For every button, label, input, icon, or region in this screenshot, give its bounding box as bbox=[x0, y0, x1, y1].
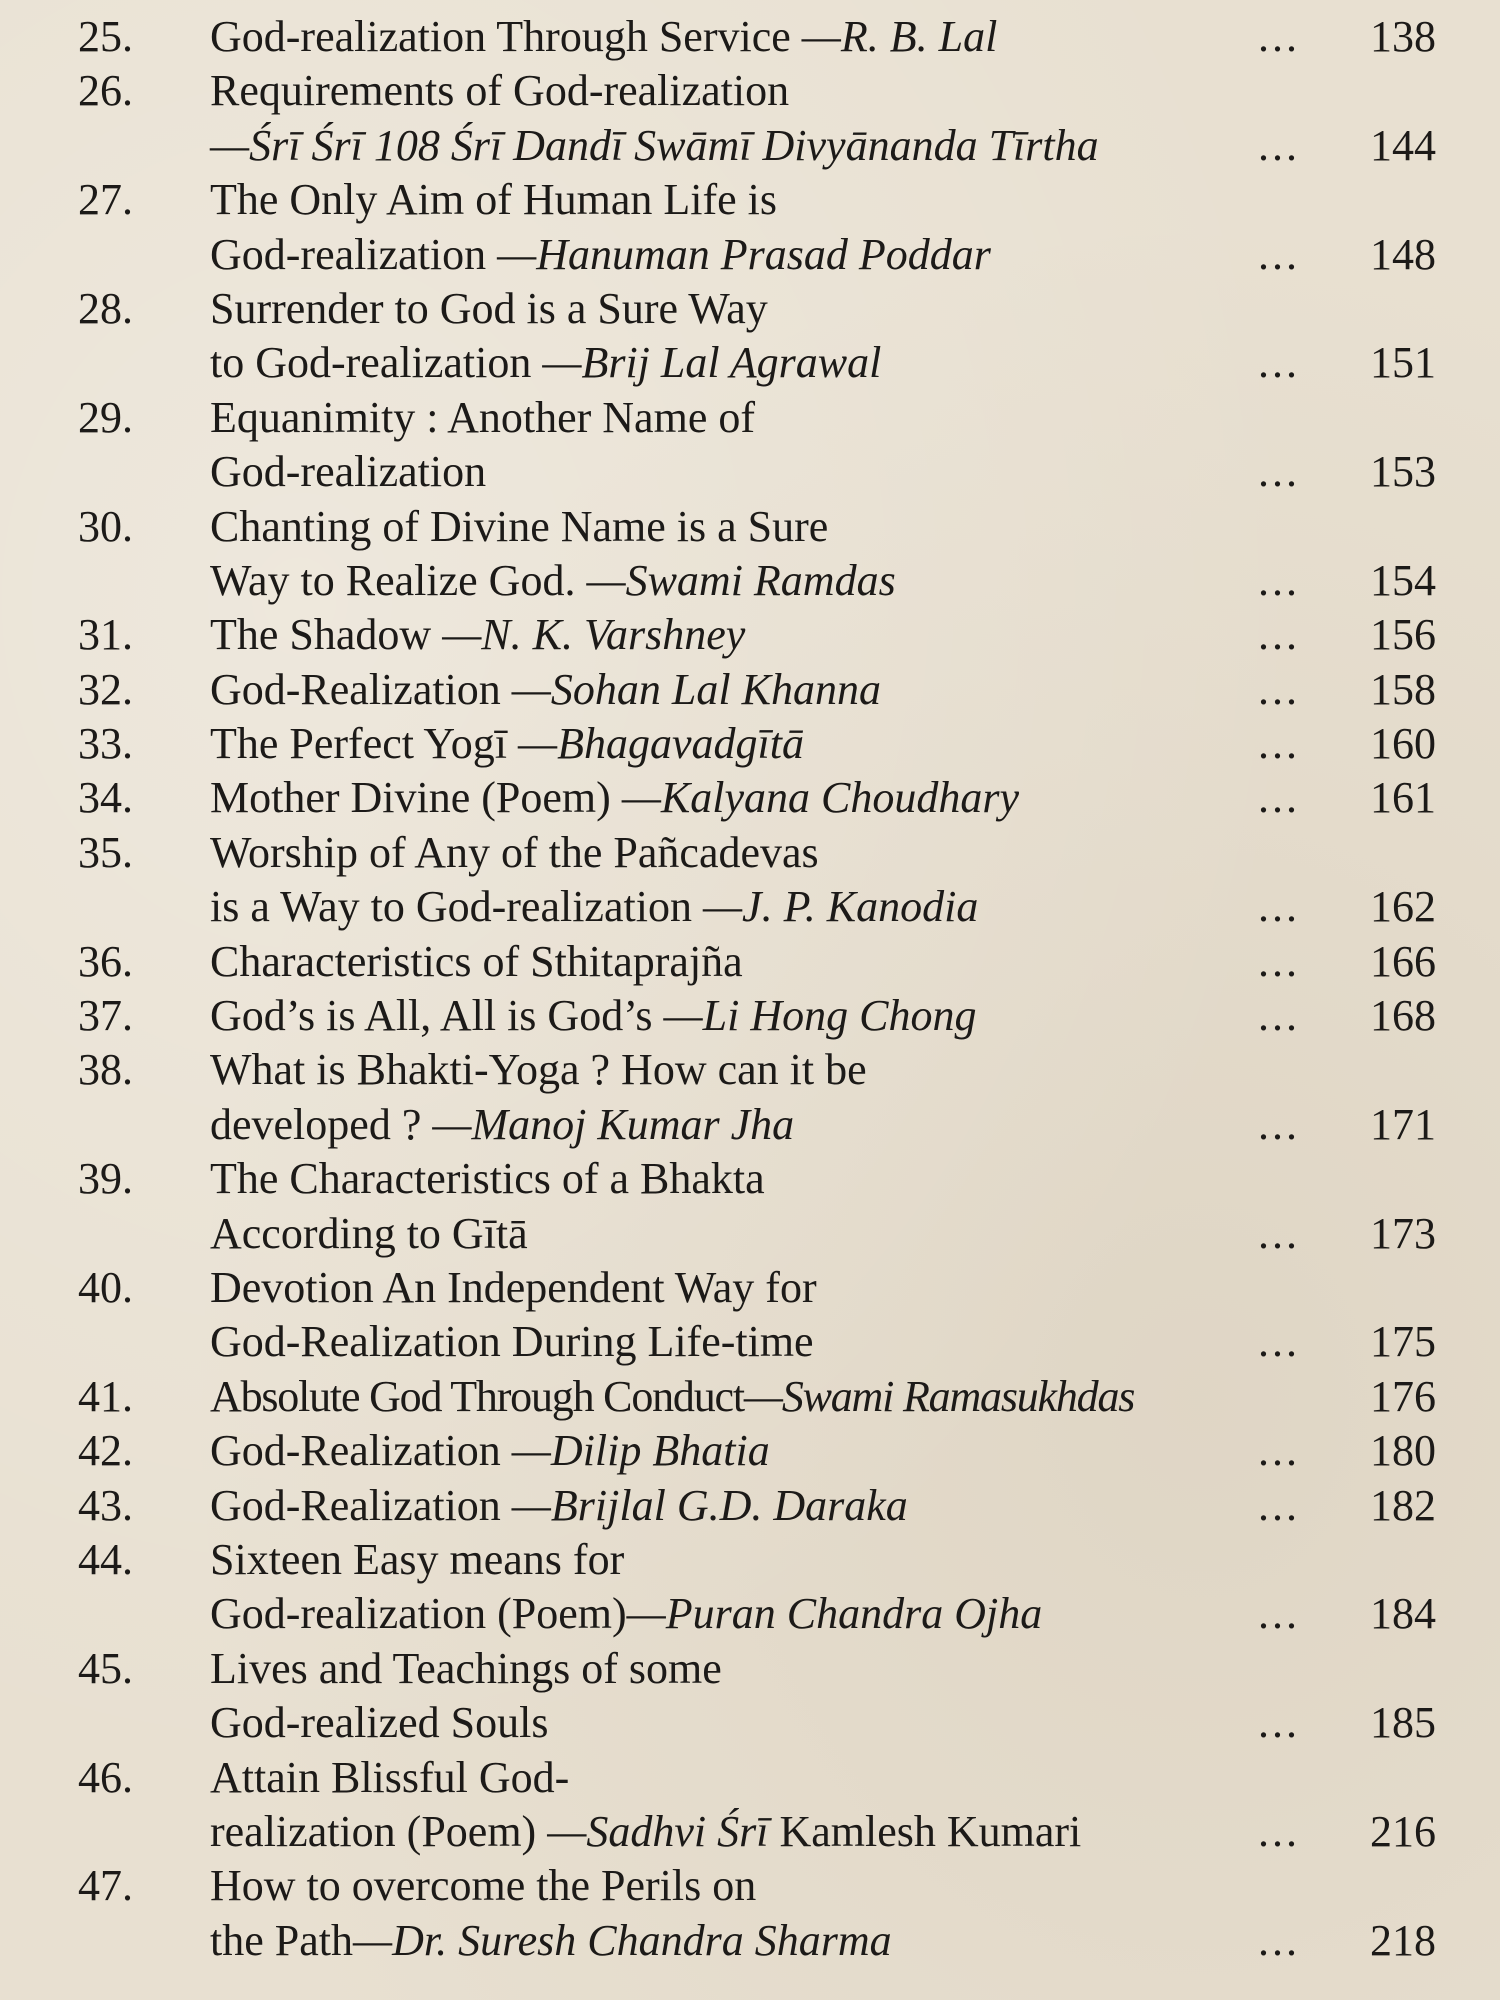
entry-title: God-realization bbox=[210, 229, 498, 279]
entry-title: Equanimity : Another Name of bbox=[210, 392, 755, 442]
page-number: 160 bbox=[1370, 719, 1436, 769]
page-number: 175 bbox=[1370, 1317, 1436, 1367]
entry-author-suffix: Kamlesh Kumari bbox=[768, 1806, 1082, 1856]
page-number: 171 bbox=[1370, 1099, 1436, 1149]
entry-text bbox=[210, 119, 1099, 173]
entry-text bbox=[210, 771, 1019, 825]
entry-title: The Shadow bbox=[210, 610, 443, 660]
dot-leader: ... bbox=[1258, 1317, 1300, 1367]
entry-author: —J. P. Kanodia bbox=[702, 882, 979, 932]
entry-text bbox=[210, 1479, 908, 1533]
dot-leader: ... bbox=[1258, 882, 1300, 932]
toc-line bbox=[0, 1587, 1500, 1641]
entry-text bbox=[210, 1533, 624, 1587]
dot-leader: ... bbox=[1258, 773, 1300, 823]
entry-text bbox=[210, 1315, 814, 1369]
entry-text bbox=[210, 228, 991, 282]
toc-entry bbox=[0, 1370, 1500, 1424]
entry-text bbox=[210, 500, 828, 554]
entry-title: Mother Divine (Poem) bbox=[210, 773, 622, 823]
entry-number: 42. bbox=[78, 1426, 133, 1476]
entry-number: 33. bbox=[78, 719, 133, 769]
page-number: 162 bbox=[1370, 882, 1436, 932]
entry-number: 39. bbox=[78, 1154, 133, 1204]
entry-title: The Only Aim of Human Life is bbox=[210, 175, 778, 225]
toc-line bbox=[0, 1207, 1500, 1261]
entry-text bbox=[210, 1642, 722, 1696]
page-number: 182 bbox=[1370, 1480, 1436, 1530]
table-of-contents bbox=[0, 10, 1500, 1968]
toc-line bbox=[0, 336, 1500, 390]
entry-author: —Sohan Lal Khanna bbox=[511, 664, 881, 714]
entry-title: According to Gītā bbox=[210, 1208, 528, 1258]
entry-text bbox=[210, 935, 743, 989]
toc-line bbox=[0, 391, 1500, 445]
entry-text bbox=[210, 1696, 548, 1750]
toc-line bbox=[0, 1533, 1500, 1587]
entry-text bbox=[210, 1261, 817, 1315]
dot-leader: ... bbox=[1258, 1915, 1300, 1965]
entry-title: Attain Blissful God- bbox=[210, 1752, 570, 1802]
entry-number: 37. bbox=[78, 991, 133, 1041]
entry-text bbox=[210, 1424, 770, 1478]
entry-text bbox=[210, 391, 755, 445]
toc-line bbox=[0, 282, 1500, 336]
toc-entry bbox=[0, 1152, 1500, 1261]
entry-number: 29. bbox=[78, 392, 133, 442]
toc-line bbox=[0, 64, 1500, 118]
dot-leader: ... bbox=[1258, 1806, 1300, 1856]
dot-leader: ... bbox=[1258, 1698, 1300, 1748]
entry-author: —Puran Chandra Ojha bbox=[626, 1589, 1043, 1639]
toc-entry bbox=[0, 1859, 1500, 1968]
entry-text bbox=[210, 445, 486, 499]
dot-leader: ... bbox=[1258, 1208, 1300, 1258]
entry-title: God-realization bbox=[210, 447, 487, 497]
dot-leader: ... bbox=[1258, 1426, 1300, 1476]
toc-entry bbox=[0, 1261, 1500, 1370]
toc-entry bbox=[0, 1043, 1500, 1152]
dot-leader: ... bbox=[1258, 610, 1300, 660]
entry-author: —Li Hong Chong bbox=[663, 991, 977, 1041]
dot-leader: ... bbox=[1258, 991, 1300, 1041]
entry-number: 27. bbox=[78, 175, 133, 225]
dot-leader: ... bbox=[1258, 12, 1300, 61]
toc-line bbox=[0, 173, 1500, 227]
toc-line bbox=[0, 1805, 1500, 1859]
entry-title: Sixteen Easy means for bbox=[210, 1534, 625, 1584]
entry-text bbox=[210, 1914, 892, 1968]
toc-line bbox=[0, 1479, 1500, 1533]
toc-line bbox=[0, 119, 1500, 173]
entry-text bbox=[210, 608, 745, 662]
entry-text bbox=[210, 1207, 528, 1261]
page-number: 158 bbox=[1370, 664, 1436, 714]
entry-title: is a Way to God-realization bbox=[210, 882, 703, 932]
toc-entry bbox=[0, 935, 1500, 989]
entry-number: 34. bbox=[78, 773, 133, 823]
entry-author: —Swami Ramdas bbox=[586, 555, 896, 605]
toc-entry bbox=[0, 608, 1500, 662]
toc-line bbox=[0, 1696, 1500, 1750]
entry-text bbox=[210, 173, 777, 227]
toc-line bbox=[0, 1043, 1500, 1097]
entry-title: What is Bhakti-Yoga ? How can it be bbox=[210, 1045, 867, 1095]
toc-line bbox=[0, 989, 1500, 1043]
toc-line bbox=[0, 771, 1500, 825]
entry-title: God-Realization bbox=[210, 664, 512, 714]
entry-text bbox=[210, 1152, 765, 1206]
toc-entry bbox=[0, 1533, 1500, 1642]
page-number: 156 bbox=[1370, 610, 1436, 660]
entry-title: God-Realization bbox=[210, 1480, 512, 1530]
entry-author: —Kalyana Choudhary bbox=[621, 773, 1020, 823]
entry-author: —Śrī Śrī 108 Śrī Dandī Swāmī Divyānanda Tīrtha bbox=[210, 120, 1099, 170]
entry-title: God-realization Through Service bbox=[210, 12, 802, 61]
dot-leader: ... bbox=[1258, 1099, 1300, 1149]
toc-line bbox=[0, 826, 1500, 880]
entry-number: 38. bbox=[78, 1045, 133, 1095]
dot-leader: ... bbox=[1258, 229, 1300, 279]
dot-leader: ... bbox=[1258, 120, 1300, 170]
page-number: 176 bbox=[1370, 1371, 1436, 1421]
toc-entry bbox=[0, 771, 1500, 825]
page-number: 144 bbox=[1370, 120, 1436, 170]
entry-title: Way to Realize God. bbox=[210, 555, 587, 605]
entry-number: 41. bbox=[78, 1371, 133, 1421]
entry-title: God-Realization During Life-time bbox=[210, 1317, 814, 1367]
entry-author: —Swami Ramasukhdas bbox=[743, 1371, 1135, 1421]
entry-text bbox=[210, 1859, 756, 1913]
entry-title: the Path bbox=[210, 1915, 353, 1965]
entry-title: Absolute God Through Conduct bbox=[210, 1371, 744, 1421]
entry-text bbox=[210, 663, 881, 717]
dot-leader: ... bbox=[1258, 447, 1300, 497]
toc-line bbox=[0, 1261, 1500, 1315]
page-number: 166 bbox=[1370, 936, 1436, 986]
entry-text bbox=[210, 989, 977, 1043]
toc-line bbox=[0, 1098, 1500, 1152]
page-number: 180 bbox=[1370, 1426, 1436, 1476]
entry-number: 28. bbox=[78, 283, 133, 333]
toc-line bbox=[0, 608, 1500, 662]
entry-text bbox=[210, 1370, 1134, 1424]
entry-number: 47. bbox=[78, 1861, 133, 1911]
entry-number: 44. bbox=[78, 1534, 133, 1584]
dot-leader: ... bbox=[1258, 1589, 1300, 1639]
toc-line bbox=[0, 1859, 1500, 1913]
toc-line bbox=[0, 554, 1500, 608]
dot-leader: ... bbox=[1258, 555, 1300, 605]
dot-leader: ... bbox=[1258, 1480, 1300, 1530]
entry-title: Worship of Any of the Pañcadevas bbox=[210, 827, 819, 877]
toc-entry bbox=[0, 989, 1500, 1043]
toc-entry bbox=[0, 500, 1500, 609]
entry-text bbox=[210, 826, 819, 880]
toc-line bbox=[0, 935, 1500, 989]
page-number: 138 bbox=[1370, 12, 1436, 61]
entry-title: Lives and Teachings of some bbox=[210, 1643, 722, 1693]
entry-text bbox=[210, 336, 881, 390]
entry-title: to God-realization bbox=[210, 338, 543, 388]
entry-number: 32. bbox=[78, 664, 133, 714]
dot-leader: ... bbox=[1258, 719, 1300, 769]
entry-number: 43. bbox=[78, 1480, 133, 1530]
entry-title: Devotion An Independent Way for bbox=[210, 1262, 817, 1312]
dot-leader: ... bbox=[1258, 338, 1300, 388]
entry-author: —Manoj Kumar Jha bbox=[432, 1099, 795, 1149]
entry-number: 25. bbox=[78, 12, 133, 61]
entry-title: Chanting of Divine Name is a Sure bbox=[210, 501, 829, 551]
toc-entry bbox=[0, 1642, 1500, 1751]
toc-entry bbox=[0, 1479, 1500, 1533]
toc-line bbox=[0, 228, 1500, 282]
entry-text bbox=[210, 1043, 867, 1097]
page-number: 153 bbox=[1370, 447, 1436, 497]
page-number: 184 bbox=[1370, 1589, 1436, 1639]
entry-title: God’s is All, All is God’s bbox=[210, 991, 664, 1041]
entry-author: —Sadhvi Śrī bbox=[547, 1806, 769, 1856]
toc-entry bbox=[0, 826, 1500, 935]
entry-text bbox=[210, 282, 768, 336]
entry-number: 40. bbox=[78, 1262, 133, 1312]
entry-title: God-Realization bbox=[210, 1426, 512, 1476]
entry-author: —R. B. Lal bbox=[801, 12, 998, 61]
dot-leader: ... bbox=[1258, 936, 1300, 986]
toc-line bbox=[0, 880, 1500, 934]
entry-text bbox=[210, 1098, 794, 1152]
toc-entry bbox=[0, 64, 1500, 173]
entry-author: —Hanuman Prasad Poddar bbox=[497, 229, 991, 279]
dot-leader: ... bbox=[1258, 664, 1300, 714]
entry-text bbox=[210, 880, 978, 934]
entry-number: 45. bbox=[78, 1643, 133, 1693]
entry-author: —Dr. Suresh Chandra Sharma bbox=[352, 1915, 892, 1965]
entry-text bbox=[210, 554, 896, 608]
page-number: 216 bbox=[1370, 1806, 1436, 1856]
entry-text bbox=[210, 1751, 569, 1805]
page-number: 151 bbox=[1370, 338, 1436, 388]
toc-line bbox=[0, 1152, 1500, 1206]
entry-number: 46. bbox=[78, 1752, 133, 1802]
entry-author: —Bhagavadgītā bbox=[517, 719, 804, 769]
entry-number: 36. bbox=[78, 936, 133, 986]
entry-title: The Perfect Yogī bbox=[210, 719, 518, 769]
toc-line bbox=[0, 717, 1500, 771]
toc-entry bbox=[0, 1424, 1500, 1478]
page-number: 161 bbox=[1370, 773, 1436, 823]
entry-title: developed ? bbox=[210, 1099, 433, 1149]
toc-entry bbox=[0, 663, 1500, 717]
entry-title: God-realized Souls bbox=[210, 1698, 549, 1748]
toc-line bbox=[0, 1315, 1500, 1369]
entry-author: —Brij Lal Agrawal bbox=[542, 338, 882, 388]
page-number: 218 bbox=[1370, 1915, 1436, 1965]
toc-entry bbox=[0, 282, 1500, 391]
toc-entry bbox=[0, 717, 1500, 771]
entry-number: 31. bbox=[78, 610, 133, 660]
page-number: 154 bbox=[1370, 555, 1436, 605]
entry-author: —N. K. Varshney bbox=[442, 610, 746, 660]
toc-line bbox=[0, 445, 1500, 499]
entry-title: realization (Poem) bbox=[210, 1806, 548, 1856]
toc-line bbox=[0, 500, 1500, 554]
entry-author: —Brijlal G.D. Daraka bbox=[511, 1480, 908, 1530]
entry-title: God-realization (Poem) bbox=[210, 1589, 627, 1639]
toc-entry bbox=[0, 10, 1500, 64]
entry-author: —Dilip Bhatia bbox=[511, 1426, 770, 1476]
toc-line bbox=[0, 663, 1500, 717]
toc-entry bbox=[0, 391, 1500, 500]
page-number: 168 bbox=[1370, 991, 1436, 1041]
page-number: 185 bbox=[1370, 1698, 1436, 1748]
page-number: 148 bbox=[1370, 229, 1436, 279]
toc-line bbox=[0, 10, 1500, 64]
entry-text bbox=[210, 717, 804, 771]
entry-title: How to overcome the Perils on bbox=[210, 1861, 757, 1911]
entry-text bbox=[210, 10, 997, 64]
entry-text bbox=[210, 1805, 1081, 1859]
entry-text bbox=[210, 1587, 1042, 1641]
toc-line bbox=[0, 1370, 1500, 1424]
toc-line bbox=[0, 1424, 1500, 1478]
entry-text bbox=[210, 64, 789, 118]
toc-line bbox=[0, 1914, 1500, 1968]
toc-entry bbox=[0, 1751, 1500, 1860]
page-number: 173 bbox=[1370, 1208, 1436, 1258]
entry-title: Characteristics of Sthitaprajña bbox=[210, 936, 743, 986]
entry-number: 26. bbox=[78, 66, 133, 116]
toc-entry bbox=[0, 173, 1500, 282]
toc-line bbox=[0, 1751, 1500, 1805]
entry-title: Surrender to God is a Sure Way bbox=[210, 283, 768, 333]
toc-line bbox=[0, 1642, 1500, 1696]
entry-title: The Characteristics of a Bhakta bbox=[210, 1154, 765, 1204]
entry-title: Requirements of God-realization bbox=[210, 66, 790, 116]
entry-number: 30. bbox=[78, 501, 133, 551]
entry-number: 35. bbox=[78, 827, 133, 877]
